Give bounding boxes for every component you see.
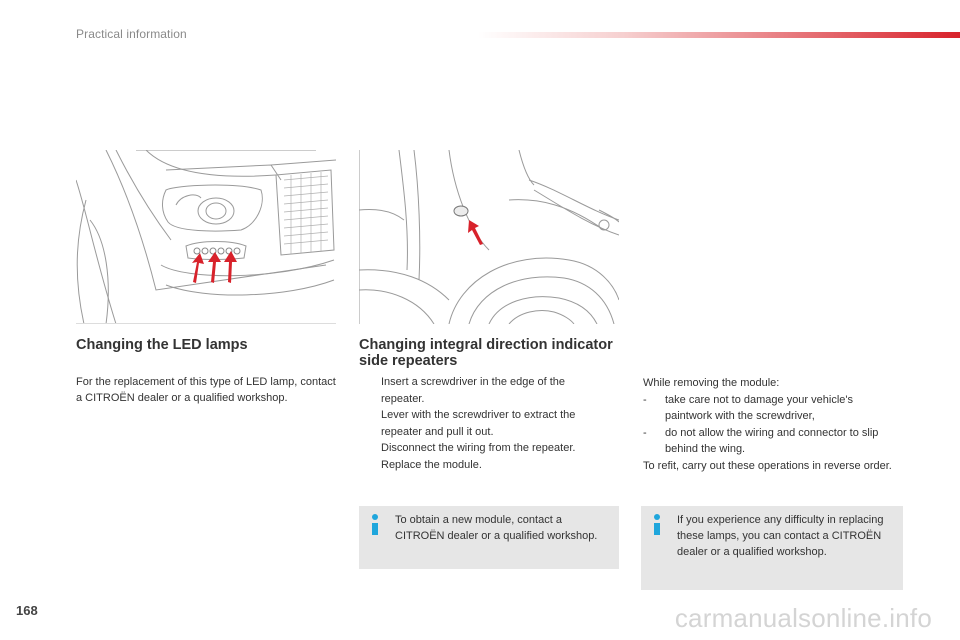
led-lamps-illustration <box>76 150 336 324</box>
removal-item: - take care not to damage your vehicle's paintwork with the screwdriver, <box>643 393 853 422</box>
led-lamps-heading: Changing the LED lamps <box>76 337 248 353</box>
removal-item: - do not allow the wiring and connector to slip behind the wing. <box>643 426 879 455</box>
info-text: If you experience any difficulty in replacing these lamps, you can contact a CITROËN dealer or a qualified workshop. <box>677 514 884 558</box>
info-box-difficulty <box>641 506 903 590</box>
step-item: Replace the module. <box>381 458 482 471</box>
step-item: Insert a screwdriver in the edge of the repeater. <box>381 376 566 405</box>
watermark: carmanualsonline.info <box>674 603 932 633</box>
removal-intro: While removing the module: <box>643 377 780 389</box>
refit-note: To refit, carry out these operations in reverse order. <box>643 459 892 472</box>
section-title: Practical information <box>76 27 187 41</box>
info-icon <box>368 514 382 536</box>
step-item: Disconnect the wiring from the repeater. <box>381 442 576 454</box>
info-icon <box>650 514 664 536</box>
red-arrow-icon <box>192 251 237 283</box>
side-repeaters-heading: Changing integral direction indicator side repeaters <box>359 337 613 369</box>
step-item: Lever with the screwdriver to extract the repeater and pull it out. <box>381 409 576 438</box>
led-lamps-body: For the replacement of this type of LED lamp, contact a CITROËN dealer or a qualified workshop. <box>76 376 336 404</box>
side-repeater-illustration <box>359 150 619 324</box>
removal-notes <box>643 375 895 474</box>
info-text: To obtain a new module, contact a CITROËN dealer or a qualified workshop. <box>395 514 598 542</box>
page-number: 168 <box>16 603 38 618</box>
side-repeater-steps <box>359 374 609 473</box>
red-arrow-icon <box>468 220 483 245</box>
info-box-new-module <box>359 506 619 569</box>
header-rule <box>478 32 960 38</box>
